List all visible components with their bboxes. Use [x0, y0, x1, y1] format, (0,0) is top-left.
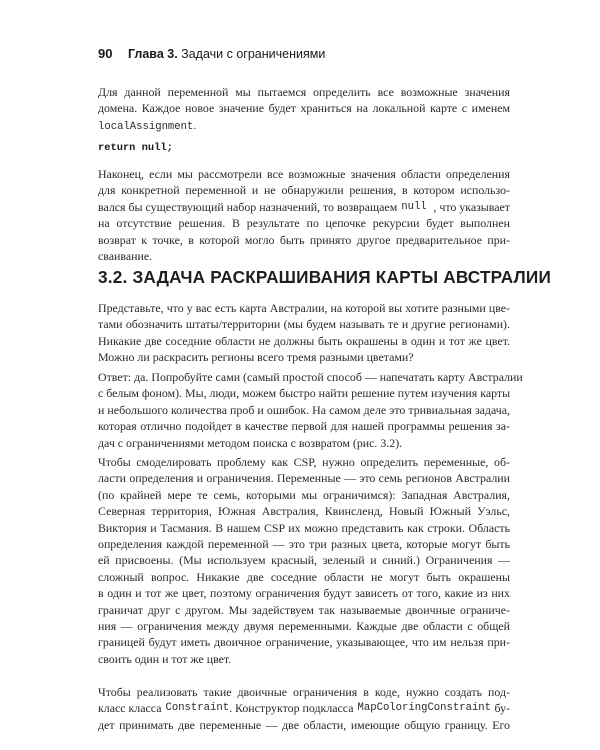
code-listing: return null; — [98, 142, 173, 154]
paragraph-csp-model — [98, 454, 510, 667]
text-line: для конкретной переменной и не обнаружили решения, в котором использо- — [98, 183, 510, 198]
text-line: дач с ограничениями методом поиска с возвратом (рис. 3.2). — [98, 435, 403, 450]
text-line: (по крайней мере те семь, которыми мы ограничимся): Западная Австралия, — [98, 487, 510, 502]
text-line: в один и тот же цвет, поэтому ограничения будут зависеть от того, какие из них — [98, 586, 510, 601]
text-line: определения каждой переменной — это три разных цвета, которые могут быть — [98, 536, 510, 551]
text-line: Ответ: да. Попробуйте сами (самый простой способ — напечатать карту Австралии — [98, 370, 523, 384]
text-line: и небольшого количества проб и ошибок. На самом деле это тривиальная задача, — [98, 402, 510, 417]
text-line: ния — ограничения между двумя переменными. Каждые две области с общей — [98, 618, 510, 633]
paragraph-domain-values — [98, 84, 510, 133]
text-line: localAssignment. — [98, 117, 197, 133]
text-line: ей присвоены. (Мы используем красный, зеленый и синий.) Ограничения — — [98, 553, 510, 568]
text-line: своить один и тот же цвет. — [98, 651, 232, 666]
text-line: Чтобы смоделировать проблему как CSP, нужно определить переменные, об- — [98, 455, 510, 469]
inline-code: MapColoringConstraint — [357, 702, 492, 715]
text-line: сложный вопрос. Никакие две соседние области не могут быть окрашены — [98, 569, 510, 584]
inline-code: localAssignment — [98, 120, 194, 133]
chapter-label: Глава 3. — [127, 47, 178, 61]
text-line: Чтобы реализовать такие двоичные ограничения в коде, нужно создать под- — [98, 685, 510, 699]
text-line: которая отлично подойдет в качестве первой для нашей программы решения за- — [98, 419, 510, 434]
running-header — [98, 46, 325, 61]
paragraph-map-intro — [98, 300, 510, 366]
paragraph-return-null — [98, 166, 510, 264]
section-heading: 3.2. ЗАДАЧА РАСКРАШИВАНИЯ КАРТЫ АВСТРАЛИИ — [98, 267, 551, 287]
text-line: на отсутствие решения. В результате по цепочке рекурсии будет выполнен — [98, 216, 510, 231]
text-line: граничат друг с другом. Мы задействуем так называемые двоичные ограниче- — [98, 602, 510, 617]
text-line: Для данной переменной мы пытаемся определить все возможные значения — [98, 85, 510, 99]
text-line: ласти определения и ограничения. Переменные — это семь регионов Австралии — [98, 471, 510, 486]
text-line: сваивание. — [98, 248, 153, 263]
text-line: Никакие две соседние области не должны быть окрашены в один и тот же цвет. — [98, 333, 510, 348]
inline-code: null — [401, 200, 427, 213]
inline-code: Constraint — [165, 702, 230, 715]
text-line: вался бы существующий набор назначений, то возвращаем null , что указывает — [98, 199, 510, 214]
text-line: Представьте, что у вас есть карта Австралии, на которой вы хотите разными цве- — [98, 301, 510, 315]
text-line: Северная территория, Южная Австралия, Квинсленд, Новый Южный Уэльс, — [98, 504, 510, 519]
paragraph-answer — [98, 369, 523, 451]
text-line: класс класса Constraint . Конструктор подкласса MapColoringConstraint бу- — [98, 701, 510, 716]
text-line: Виктория и Тасмания. В нашем CSP их можно представить как строки. Область — [98, 520, 510, 535]
page-number: 90 — [98, 46, 113, 61]
text-line: возврат к точке, в которой могло быть принято другое предварительное при- — [98, 232, 510, 247]
text-line: с белым фоном). Мы, люди, можем быстро найти решение путем изучения карты — [98, 386, 511, 401]
paragraph-constraint-subclass — [98, 684, 510, 733]
chapter-title: Задачи с ограничениями — [181, 47, 326, 61]
text-line: Наконец, если мы рассмотрели все возможные значения области определения — [98, 167, 510, 181]
text-line: дет принимать две переменные — две области, имеющие общую границу. Его — [98, 717, 510, 732]
text-line: Можно ли раскрасить регионы всего тремя разными цветами? — [98, 350, 414, 365]
text-line: тами обозначить штаты/территории (мы будем называть те и другие регионами). — [98, 317, 510, 332]
text-line: границей будут иметь двоичное ограничение, указывающее, что им нельзя при- — [98, 635, 510, 650]
text-line: домена. Каждое новое значение будет храниться на локальной карте с именем — [98, 101, 510, 116]
